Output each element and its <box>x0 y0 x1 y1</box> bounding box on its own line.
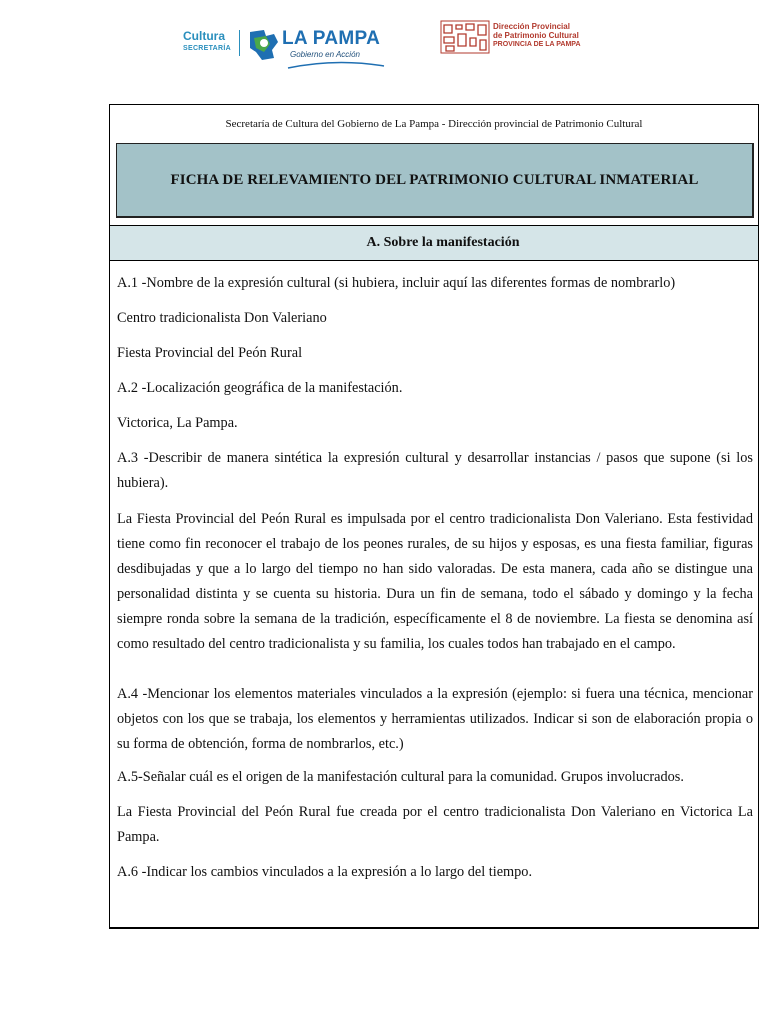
agency-line: Secretaría de Cultura del Gobierno de La Pampa - Dirección provincial de Patrimonio Cultural <box>225 118 643 130</box>
la-pampa-logo-sub: Gobierno en Acción <box>290 50 360 59</box>
patrimonio-grid-logo-icon <box>440 20 490 54</box>
a6-question: A.6 -Indicar los cambios vinculados a la expresión a lo largo del tiempo. <box>117 864 533 880</box>
patrimonio-logo-text <box>493 22 581 49</box>
patrimonio-logo <box>440 20 590 60</box>
la-pampa-swoosh-icon <box>286 60 386 70</box>
a3-question: A.3 -Describir de manera sintética la expresión cultural y desarrollar instancias / pasos que supone (si los hubiera). <box>117 450 753 491</box>
section-title: A. Sobre la manifestación <box>366 235 520 250</box>
patrimonio-line-1: Dirección Provincial <box>493 22 570 31</box>
logo-divider <box>239 30 240 56</box>
cultura-logo-title: Cultura <box>183 29 225 43</box>
patrimonio-line-2: de Patrimonio Cultural <box>493 31 579 40</box>
form-frame <box>109 104 759 929</box>
a1-question: A.1 -Nombre de la expresión cultural (si hubiera, incluir aquí las diferentes formas de nombrarlo) <box>117 275 676 291</box>
header-logos <box>0 18 768 74</box>
form-title-box <box>116 143 754 218</box>
cultura-logo-sub: SECRETARÍA <box>183 45 231 52</box>
a5-question: A.5-Señalar cuál es el origen de la manifestación cultural para la comunidad. Grupos involucrados. <box>117 769 684 785</box>
a3-answer: La Fiesta Provincial del Peón Rural es impulsada por el centro tradicionalista Don Valeriano. Esta festividad tiene como fin reconocer el trabajo de los peones rurales, de su hijos y esposas, es una fiesta familiar, figuras desdibujadas y que a lo largo del tiempo no han sido valoradas. De esta manera, cada año se distingue una personalidad distinta y se cuenta su historia. Dura un fin de semana, todo el sábado y domingo y la fecha siempre ronda sobre la semana de la tradición, específicamente el 8 de noviembre. La fiesta se denomina así como resultado del centro tradicionalista y su familia, los cuales todos han trabajado en el campo. <box>117 511 753 652</box>
form-title: FICHA DE RELEVAMIENTO DEL PATRIMONIO CULTURAL INMATERIAL <box>170 171 699 188</box>
form-content <box>117 261 753 885</box>
a2-question: A.2 -Localización geográfica de la manifestación. <box>117 380 403 396</box>
a2-answer: Victorica, La Pampa. <box>117 415 238 431</box>
a4-question: A.4 -Mencionar los elementos materiales vinculados a la expresión (ejemplo: si fuera una técnica, mencionar objetos con los que se trabaja, los elementos y herramientas utilizados. Indicar si son de elaboración propia o su forma de obtención, forma de nombrarlos, etc.) <box>117 686 753 752</box>
a5-answer: La Fiesta Provincial del Peón Rural fue creada por el centro tradicionalista Don Valeriano en Victorica La Pampa. <box>117 804 753 845</box>
la-pampa-logo-title: LA PAMPA <box>282 28 381 49</box>
a1-answer-2: Fiesta Provincial del Peón Rural <box>117 345 303 361</box>
section-header <box>110 225 758 261</box>
a1-answer-1: Centro tradicionalista Don Valeriano <box>117 310 327 326</box>
patrimonio-line-3: PROVINCIA DE LA PAMPA <box>493 41 581 48</box>
la-pampa-map-logo-icon <box>244 24 284 64</box>
cultura-secretaria-logo <box>183 30 231 52</box>
la-pampa-logo <box>244 22 389 70</box>
